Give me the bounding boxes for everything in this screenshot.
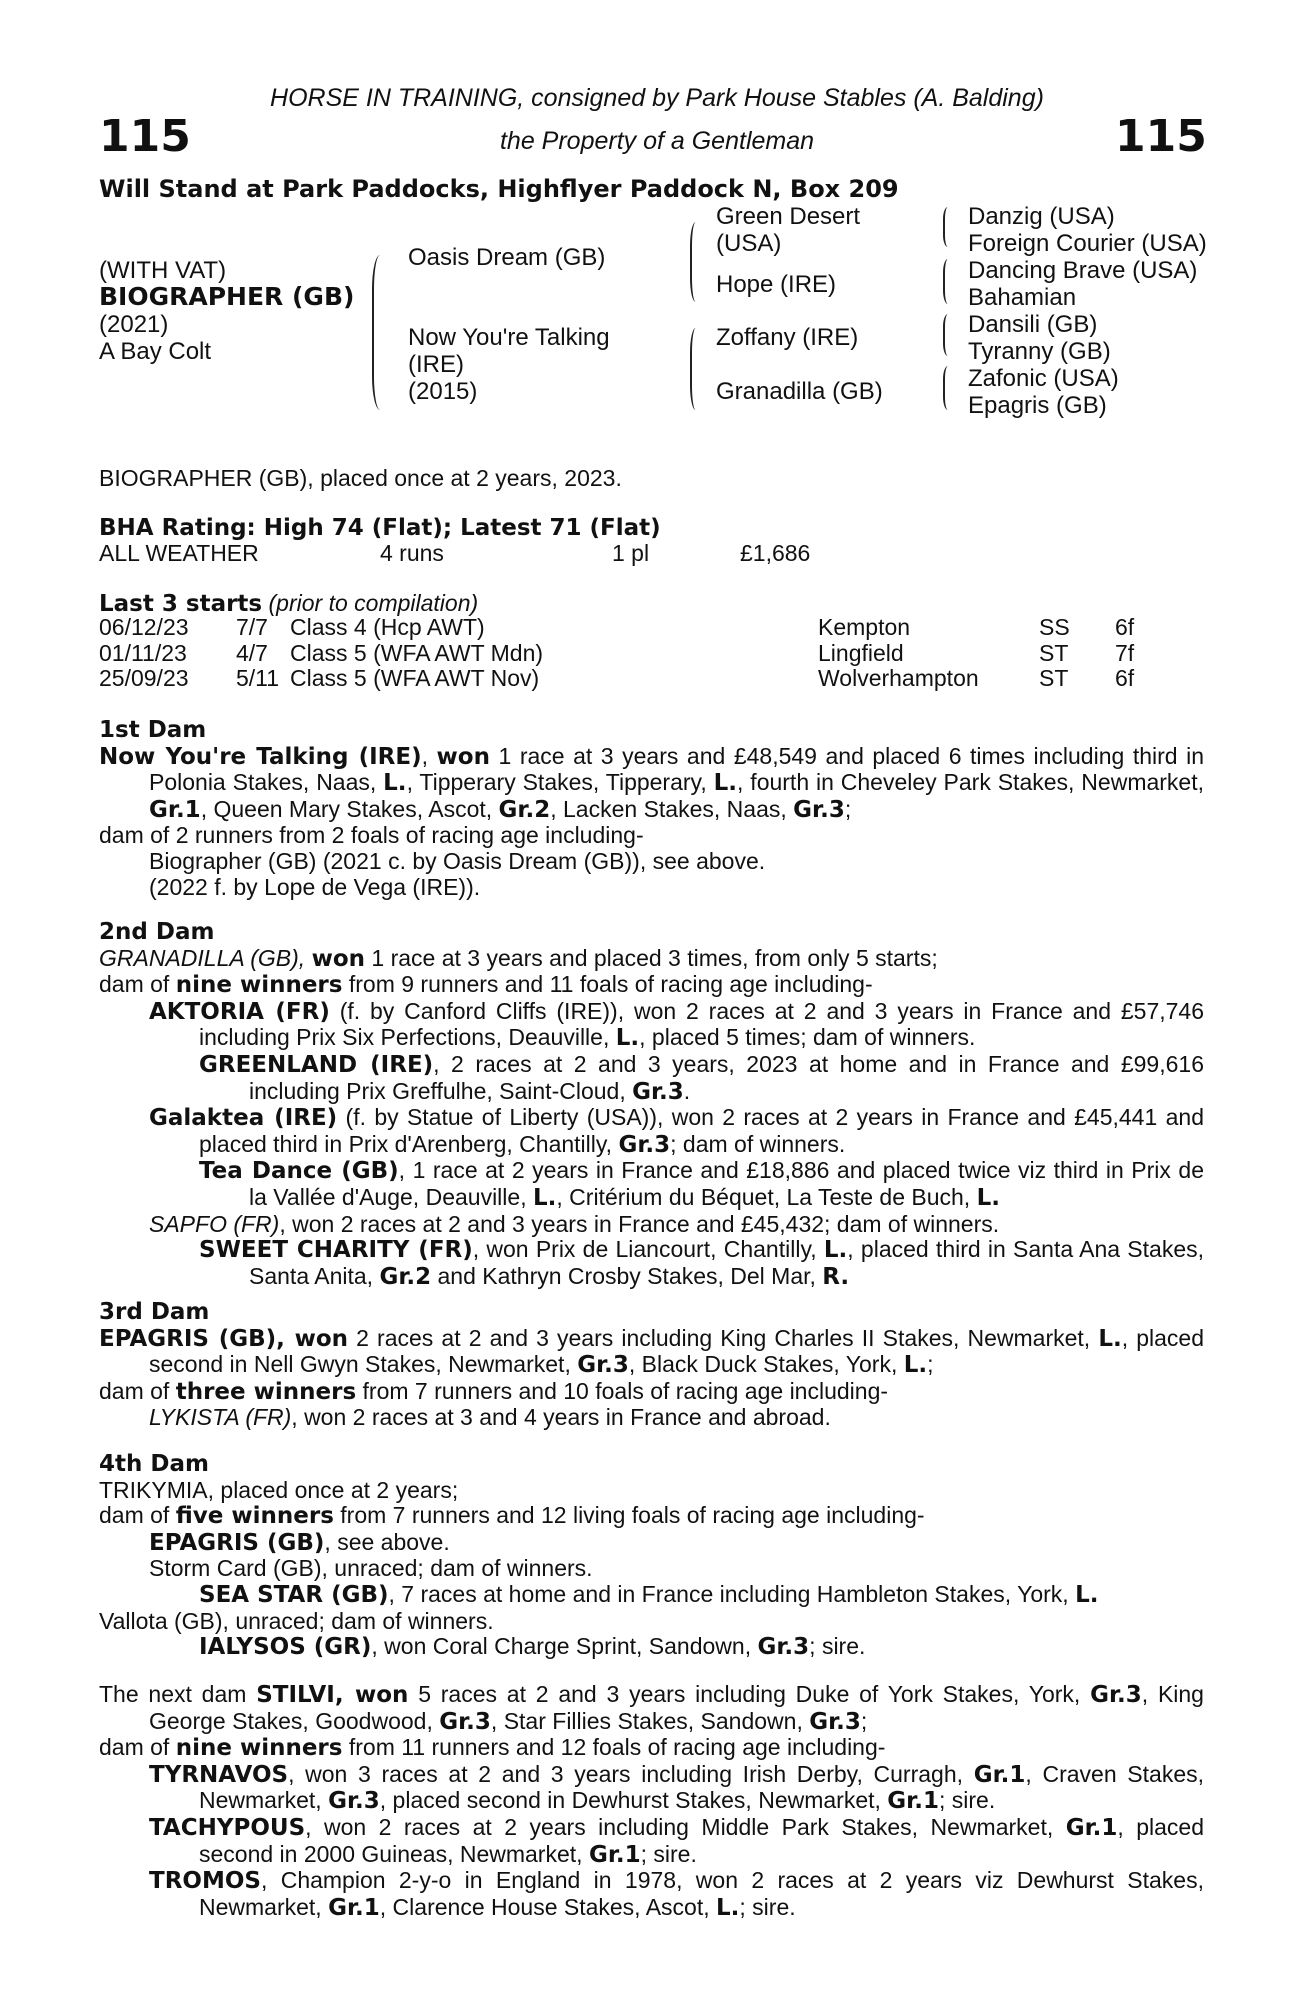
rating-earnings: £1,686 (740, 540, 811, 566)
start-going: ST (1039, 665, 1069, 692)
second-dam-section (99, 920, 1204, 1290)
start-distance: 6f (1115, 665, 1135, 692)
pedigree-sire-sire-line2: (USA) (716, 230, 782, 257)
start-date: 25/09/23 (99, 665, 189, 692)
progeny-sea-star: SEA STAR (GB), 7 races at home and in France including Hambleton Stakes, York, L. (199, 1580, 1099, 1608)
last-starts-title: Last 3 starts (99, 591, 263, 617)
start-date: 01/11/23 (99, 639, 187, 666)
rating-runs: 4 runs (380, 540, 444, 566)
pedigree-brace-sire (690, 222, 704, 302)
property-line: the Property of a Gentleman (499, 127, 815, 155)
pedigree-ggp-2: Foreign Courier (USA) (968, 230, 1207, 257)
consignor-line: HORSE IN TRAINING, consigned by Park House Stables (A. Balding) (270, 84, 1044, 112)
rating-placed: 1 pl (612, 540, 650, 566)
start-class: Class 4 (Hcp AWT) (290, 614, 485, 640)
progeny-sapfo: SAPFO (FR), won 2 races at 2 and 3 years in France and £45,432; dam of winners. (149, 1210, 1000, 1237)
pedigree-ggp-7: Zafonic (USA) (968, 365, 1119, 392)
pedigree-sire: Oasis Dream (GB) (408, 244, 606, 271)
pedigree-ggp-3: Dancing Brave (USA) (968, 257, 1198, 284)
fourth-dam-record: TRIKYMIA, placed once at 2 years; (99, 1476, 459, 1503)
pedigree-ggp-8: Epagris (GB) (968, 392, 1107, 419)
rating-surface: ALL WEATHER (99, 540, 259, 566)
stable-location: Will Stand at Park Paddocks, Highflyer Paddock N, Box 209 (99, 175, 899, 203)
last-starts-table (99, 615, 1134, 692)
start-course: Wolverhampton (818, 665, 979, 692)
pedigree-brace-gen1 (372, 255, 388, 410)
start-course: Lingfield (818, 639, 904, 666)
racing-summary: BIOGRAPHER (GB), placed once at 2 years, 2023. (99, 465, 622, 491)
next-dam-section (99, 1682, 1204, 1921)
second-dam-record: GRANADILLA (GB), won 1 race at 3 years and placed 3 times, from only 5 starts; (99, 944, 938, 972)
progeny-greenland: GREENLAND (IRE), 2 races at 2 and 3 years, 2023 at home and in France and £99,616 including Prix Greffulhe, Saint-Cloud, Gr.3. (199, 1050, 1204, 1105)
progeny-lykista: LYKISTA (FR), won 2 races at 3 and 4 years in France and abroad. (149, 1404, 831, 1431)
second-dam-produce: dam of nine winners from 9 runners and 11 foals of racing age including- (99, 971, 873, 999)
pedigree-dam-sire: Zoffany (IRE) (716, 324, 859, 351)
horse-year: (2021) (99, 311, 169, 338)
start-course: Kempton (818, 614, 911, 640)
first-dam-record: Now You're Talking (IRE), won 1 race at 3 years and £48,549 and placed 6 times including third in Polonia Stakes, Naas, L., Tipperary Stakes, Tipperary, L., fourth in Cheveley Park Stakes, Newmarket, Gr.1, Queen Mary Stakes, Ascot, Gr.2, Lacken Stakes, Naas, Gr.3; (99, 742, 1204, 823)
pedigree-brace-ds (943, 314, 955, 356)
lot-number-left: 115 (99, 111, 191, 162)
start-position: 5/11 (236, 665, 280, 692)
horse-name: BIOGRAPHER (GB) (99, 282, 355, 311)
start-position: 4/7 (236, 639, 268, 666)
pedigree-brace-dd (943, 366, 955, 410)
second-dam-heading: 2nd Dam (99, 919, 215, 945)
pedigree-brace-sd (943, 259, 955, 304)
last-starts-note: (prior to compilation) (268, 590, 479, 616)
pedigree-dam-line2: (IRE) (408, 351, 464, 378)
progeny-tromos: TROMOS, Champion 2-y-o in England in 1978, won 2 races at 2 years viz Dewhurst Stakes, Newmarket, Gr.1, Clarence House Stakes, Ascot, L.; sire. (149, 1867, 1204, 1921)
first-dam-progeny-1: Biographer (GB) (2021 c. by Oasis Dream (GB)), see above. (149, 847, 766, 874)
start-position: 7/7 (236, 614, 268, 640)
pedigree-dam-line3: (2015) (408, 378, 478, 405)
first-dam-produce: dam of 2 runners from 2 foals of racing age including- (99, 822, 644, 849)
progeny-storm-card: Storm Card (GB), unraced; dam of winners. (149, 1555, 593, 1582)
pedigree-ggp-4: Bahamian (968, 284, 1077, 311)
start-class: Class 5 (WFA AWT Nov) (290, 665, 540, 692)
table-row (99, 666, 1134, 692)
progeny-tachypous: TACHYPOUS, won 2 races at 2 years including Middle Park Stakes, Newmarket, Gr.1, placed second in 2000 Guineas, Newmarket, Gr.1; sire. (149, 1813, 1204, 1868)
lot-number-right: 115 (1115, 111, 1207, 162)
progeny-epagris: EPAGRIS (GB), see above. (149, 1528, 450, 1556)
fourth-dam-section (99, 1452, 1204, 1661)
pedigree-sire-dam: Hope (IRE) (716, 271, 837, 298)
fourth-dam-heading: 4th Dam (99, 1451, 209, 1477)
progeny-tea-dance: Tea Dance (GB), 1 race at 2 years in France and £18,886 and placed twice viz third in Prix de la Vallée d'Auge, Deauville, L., Critérium du Béquet, La Teste de Buch, L. (199, 1157, 1204, 1211)
start-going: SS (1039, 614, 1070, 640)
third-dam-heading: 3rd Dam (99, 1299, 210, 1325)
progeny-sweet-charity: SWEET CHARITY (FR), won Prix de Liancourt, Chantilly, L., placed third in Santa Ana Stakes, Santa Anita, Gr.2 and Kathryn Crosby Stakes, Del Mar, R. (199, 1236, 1204, 1290)
fourth-dam-produce: dam of five winners from 7 runners and 12 living foals of racing age including- (99, 1502, 925, 1530)
next-dam-produce: dam of nine winners from 11 runners and 12 foals of racing age including- (99, 1734, 886, 1762)
start-class: Class 5 (WFA AWT Mdn) (290, 639, 544, 666)
pedigree-sire-sire-line1: Green Desert (716, 203, 861, 230)
first-dam-section (99, 718, 1204, 900)
progeny-ialysos: IALYSOS (GR), won Coral Charge Sprint, Sandown, Gr.3; sire. (199, 1633, 866, 1661)
progeny-tyrnavos: TYRNAVOS, won 3 races at 2 and 3 years including Irish Derby, Curragh, Gr.1, Craven Stakes, Newmarket, Gr.3, placed second in Dewhurst Stakes, Newmarket, Gr.1; sire. (149, 1760, 1204, 1815)
third-dam-produce: dam of three winners from 7 runners and 10 foals of racing age including- (99, 1377, 889, 1405)
pedigree-brace-dam (690, 328, 704, 410)
pedigree-brace-ss (943, 207, 955, 247)
third-dam-section (99, 1300, 1204, 1431)
next-dam-record: The next dam STILVI, won 5 races at 2 and 3 years including Duke of York Stakes, York, Gr.3, King George Stakes, Goodwood, Gr.3, Star Fillies Stakes, Sandown, Gr.3; (99, 1681, 1204, 1735)
table-row (99, 641, 1134, 667)
progeny-galaktea: Galaktea (IRE) (f. by Statue of Liberty (USA)), won 2 races at 2 years in France and £45,441 and placed third in Prix d'Arenberg, Chantilly, Gr.3; dam of winners. (149, 1104, 1204, 1158)
pedigree-ggp-5: Dansili (GB) (968, 311, 1098, 338)
first-dam-progeny-2: (2022 f. by Lope de Vega (IRE)). (149, 873, 481, 900)
start-distance: 7f (1115, 639, 1135, 666)
pedigree-ggp-6: Tyranny (GB) (968, 338, 1111, 365)
pedigree-dam-line1: Now You're Talking (408, 324, 610, 351)
start-date: 06/12/23 (99, 614, 189, 640)
progeny-vallota: Vallota (GB), unraced; dam of winners. (99, 1607, 494, 1634)
last-starts-heading (99, 590, 478, 617)
bha-rating: BHA Rating: High 74 (Flat); Latest 71 (Flat) (99, 515, 661, 541)
vat-label: (WITH VAT) (99, 257, 227, 284)
start-distance: 6f (1115, 614, 1135, 640)
third-dam-record: EPAGRIS (GB), won 2 races at 2 and 3 years including King Charles II Stakes, Newmarket, L., placed second in Nell Gwyn Stakes, Newmarket, Gr.3, Black Duck Stakes, York, L.; (99, 1324, 1204, 1379)
pedigree-dam-dam: Granadilla (GB) (716, 378, 883, 405)
horse-description: A Bay Colt (99, 338, 212, 365)
pedigree-ggp-1: Danzig (USA) (968, 203, 1115, 230)
start-going: ST (1039, 639, 1069, 666)
progeny-aktoria: AKTORIA (FR) (f. by Canford Cliffs (IRE)), won 2 races at 2 and 3 years in France and £57,746 including Prix Six Perfections, Deauville, L., placed 5 times; dam of winners. (149, 997, 1204, 1052)
first-dam-heading: 1st Dam (99, 717, 207, 743)
table-row (99, 615, 1134, 641)
